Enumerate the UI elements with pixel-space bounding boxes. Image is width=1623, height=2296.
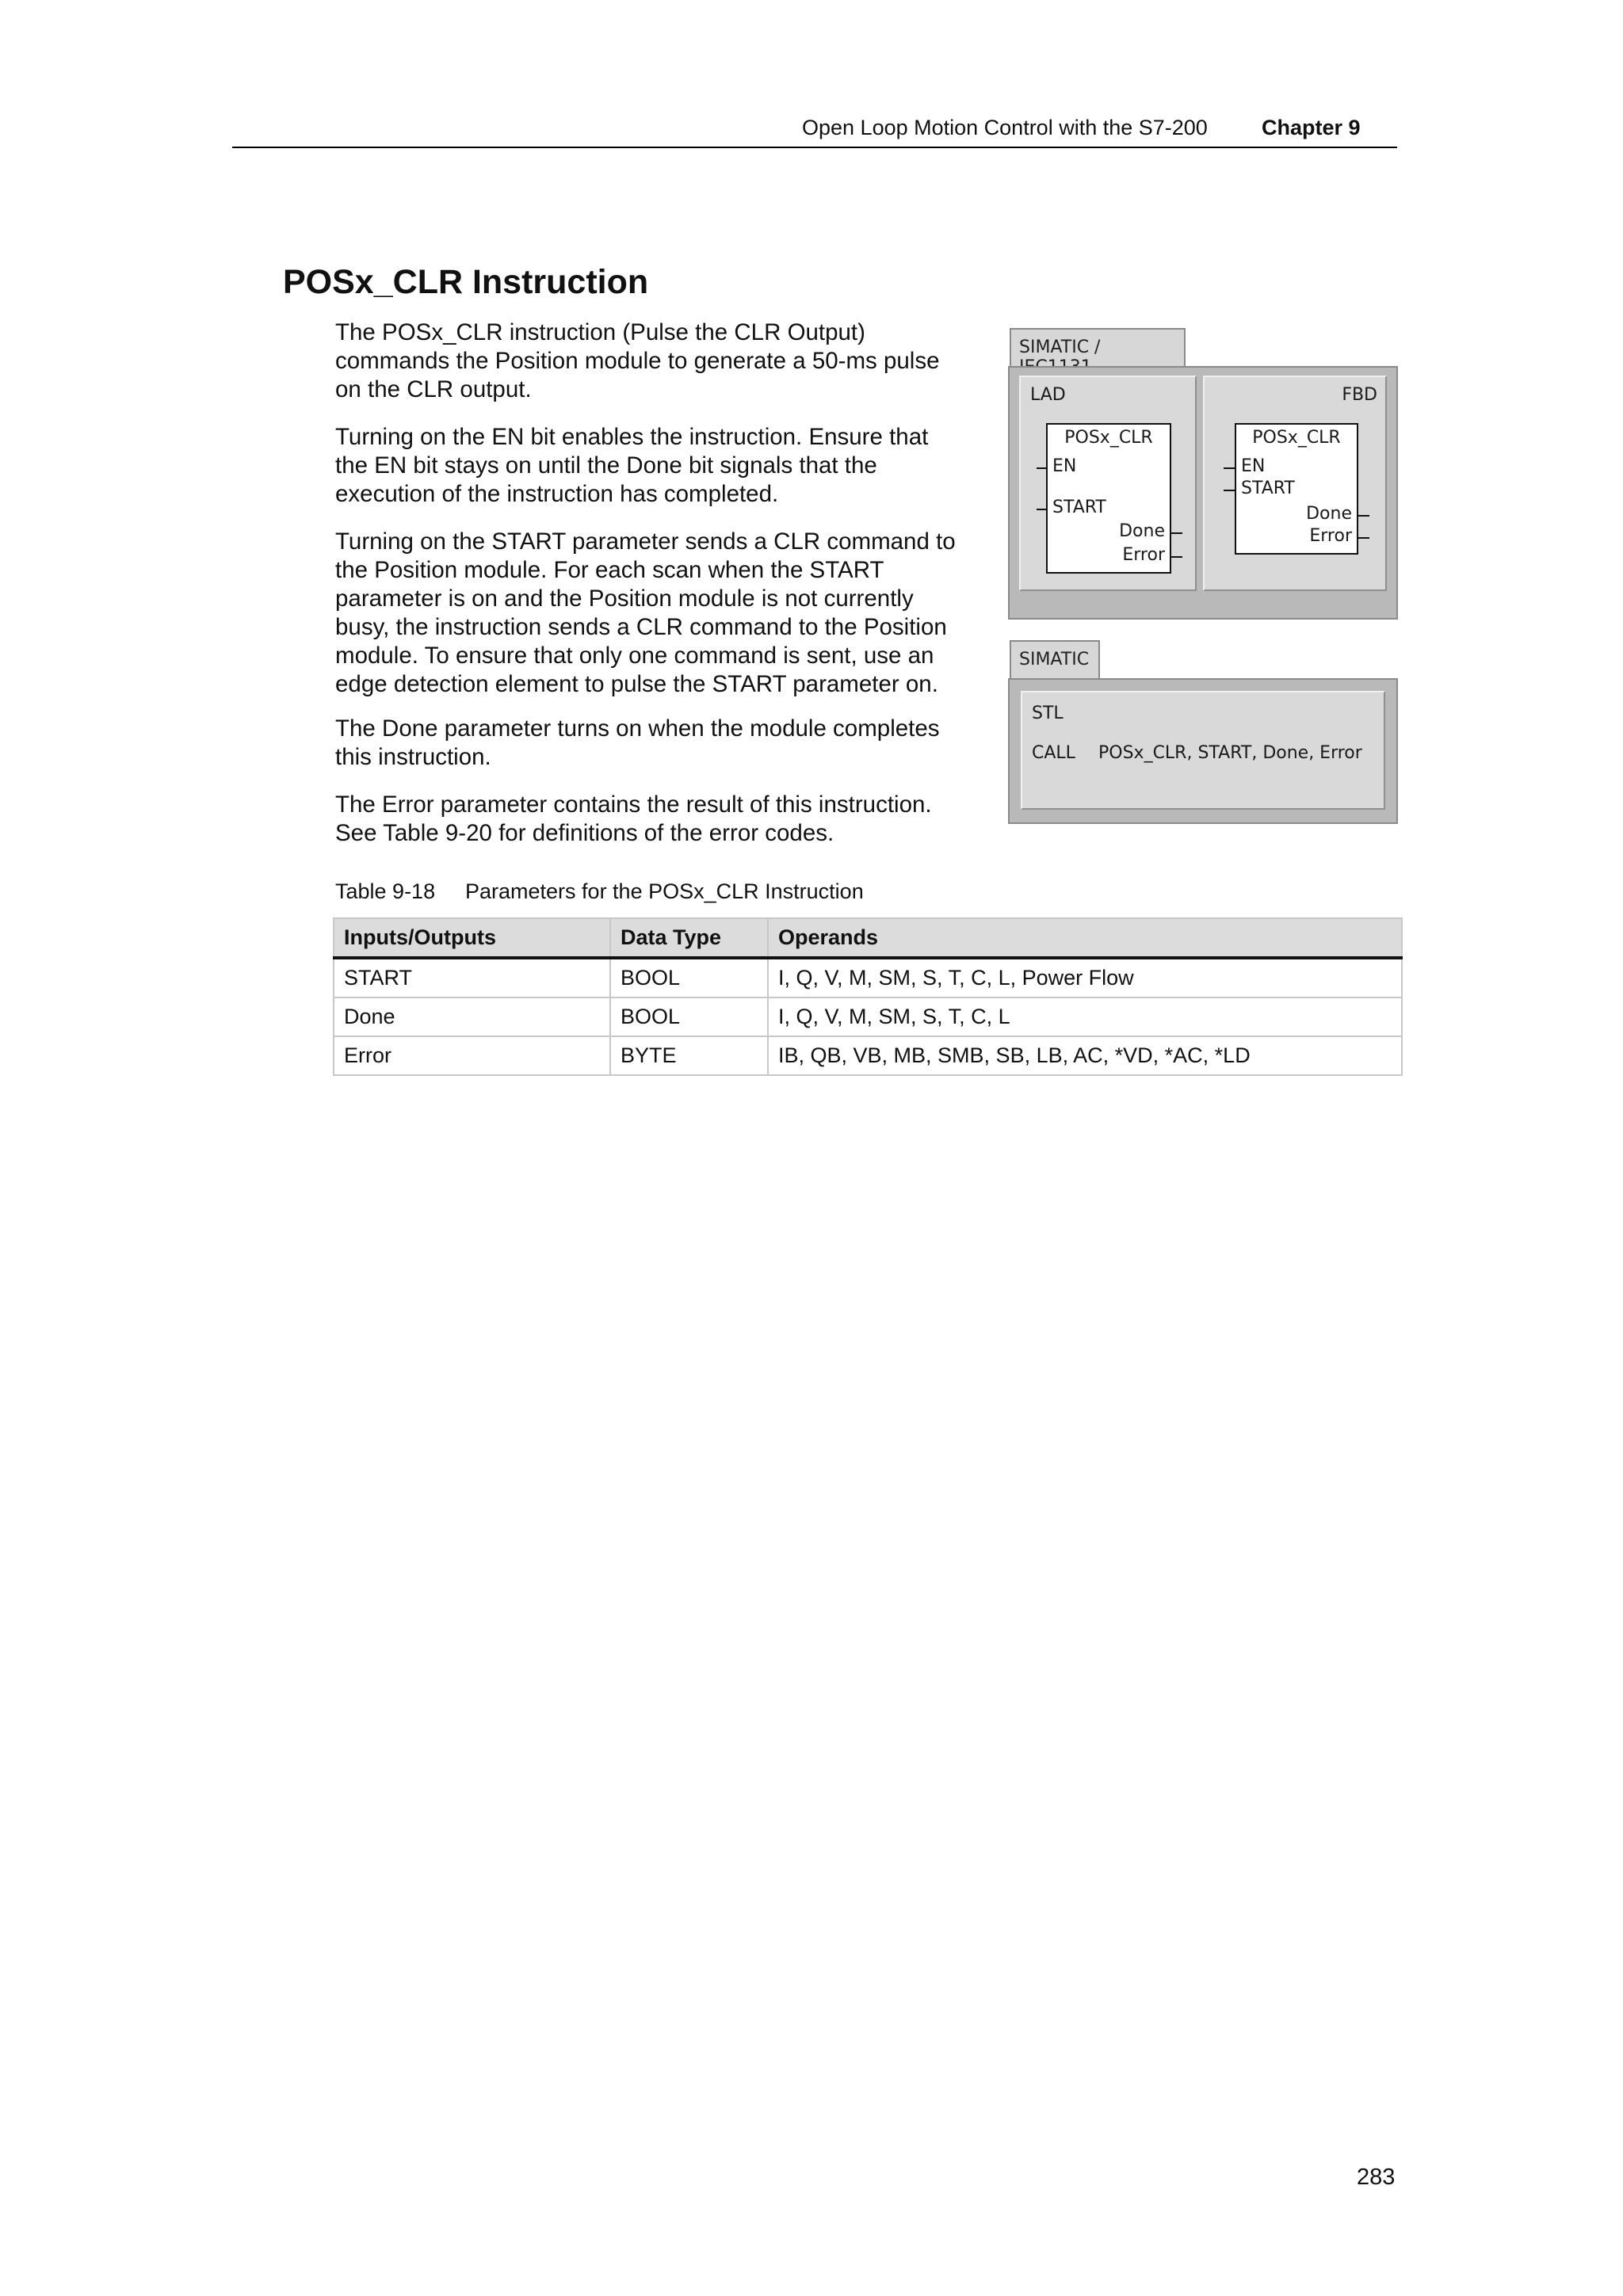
fbd-function-block bbox=[1235, 423, 1358, 555]
figure-tab-simatic-iec1131: SIMATIC / bbox=[1010, 328, 1186, 369]
stl-call-keyword: CALL bbox=[1032, 743, 1075, 763]
fbd-block-name: POSx_CLR bbox=[1252, 428, 1341, 448]
text-line: The Error parameter contains the result of this instruction. bbox=[335, 791, 932, 818]
paragraph-done-parameter bbox=[335, 715, 993, 772]
text-line: edge detection element to pulse the START parameter on. bbox=[335, 671, 938, 697]
text-line: parameter is on and the Position module is not currently bbox=[335, 585, 914, 612]
text-line: module. To ensure that only one command is sent, use an bbox=[335, 643, 934, 669]
lad-function-block bbox=[1046, 423, 1171, 574]
fbd-error-wire bbox=[1358, 537, 1369, 539]
stl-frame bbox=[1008, 678, 1398, 824]
lad-error-wire bbox=[1171, 556, 1182, 558]
text-line: on the CLR output. bbox=[335, 376, 532, 402]
text-line: the Position module. For each scan when the START bbox=[335, 557, 884, 583]
parameters-table bbox=[333, 917, 1403, 1076]
fbd-panel bbox=[1203, 376, 1387, 591]
lad-block-name: POSx_CLR bbox=[1064, 428, 1153, 448]
lad-pin-done: Done bbox=[1119, 521, 1165, 541]
fbd-en-wire bbox=[1224, 467, 1235, 469]
lad-label: LAD bbox=[1030, 385, 1066, 405]
stl-call-statement: POSx_CLR, START, Done, Error bbox=[1098, 743, 1362, 763]
text-line: The POSx_CLR instruction (Pulse the CLR Output) bbox=[335, 319, 865, 345]
lad-start-wire bbox=[1037, 509, 1046, 510]
running-header-title: Open Loop Motion Control with the S7-200 bbox=[802, 116, 1208, 139]
fbd-label: FBD bbox=[1342, 385, 1377, 405]
fbd-pin-start: START bbox=[1241, 479, 1295, 498]
column-header: Data Type bbox=[610, 918, 768, 958]
fbd-start-wire bbox=[1224, 490, 1235, 491]
figure-tab-simatic: SIMATIC bbox=[1010, 640, 1100, 681]
running-header-chapter: Chapter 9 bbox=[1262, 116, 1361, 139]
section-heading: POSx_CLR Instruction bbox=[283, 263, 649, 301]
table-number: Table 9-18 bbox=[335, 879, 436, 903]
figure-frame bbox=[1008, 366, 1398, 620]
text-line: See Table 9-20 for definitions of the error codes. bbox=[335, 820, 834, 846]
text-line: Turning on the START parameter sends a CLR command to bbox=[335, 528, 956, 555]
column-header: Inputs/Outputs bbox=[334, 918, 610, 958]
paragraph-en-bit bbox=[335, 423, 993, 509]
fbd-pin-en: EN bbox=[1241, 456, 1266, 476]
stl-figure bbox=[1008, 639, 1398, 824]
lad-pin-error: Error bbox=[1122, 545, 1165, 565]
table-cell: Error bbox=[334, 1036, 610, 1075]
parameters-table-container bbox=[333, 917, 1403, 1076]
lad-en-wire bbox=[1037, 467, 1046, 469]
table-cell: Done bbox=[334, 997, 610, 1036]
table-cell: IB, QB, VB, MB, SMB, SB, LB, AC, *VD, *AC, *LD bbox=[768, 1036, 1402, 1075]
paragraph-error-parameter bbox=[335, 791, 993, 848]
table-header-row bbox=[334, 918, 1402, 958]
stl-label: STL bbox=[1032, 704, 1064, 723]
stl-panel bbox=[1021, 691, 1385, 810]
text-line: execution of the instruction has completed. bbox=[335, 481, 779, 507]
table-row bbox=[334, 958, 1402, 997]
table-row bbox=[334, 1036, 1402, 1075]
table-cell: BYTE bbox=[610, 1036, 768, 1075]
table-row bbox=[334, 997, 1402, 1036]
text-line: busy, the instruction sends a CLR command to the Position bbox=[335, 614, 947, 640]
lad-panel bbox=[1019, 376, 1197, 591]
table-cell: START bbox=[334, 958, 610, 997]
lad-pin-start: START bbox=[1052, 498, 1106, 517]
fbd-pin-error: Error bbox=[1309, 526, 1352, 546]
table-cell: I, Q, V, M, SM, S, T, C, L, Power Flow bbox=[768, 958, 1402, 997]
table-cell: I, Q, V, M, SM, S, T, C, L bbox=[768, 997, 1402, 1036]
header-rule bbox=[232, 147, 1397, 148]
lad-pin-en: EN bbox=[1052, 456, 1077, 476]
table-cell: BOOL bbox=[610, 997, 768, 1036]
paragraph-start-parameter bbox=[335, 528, 993, 699]
table-caption: Parameters for the POSx_CLR Instruction bbox=[465, 879, 864, 903]
lad-done-wire bbox=[1171, 532, 1182, 534]
text-line: this instruction. bbox=[335, 744, 491, 770]
text-line: the EN bit stays on until the Done bit signals that the bbox=[335, 452, 877, 479]
fbd-pin-done: Done bbox=[1306, 504, 1352, 524]
fbd-done-wire bbox=[1358, 515, 1369, 517]
lad-fbd-figure bbox=[1008, 326, 1398, 620]
page-number: 283 bbox=[1357, 2164, 1396, 2190]
column-header: Operands bbox=[768, 918, 1402, 958]
text-line: Turning on the EN bit enables the instruction. Ensure that bbox=[335, 424, 929, 450]
text-line: commands the Position module to generate a 50-ms pulse bbox=[335, 348, 940, 374]
text-line: The Done parameter turns on when the module completes bbox=[335, 715, 940, 742]
table-cell: BOOL bbox=[610, 958, 768, 997]
paragraph-intro bbox=[335, 318, 993, 404]
